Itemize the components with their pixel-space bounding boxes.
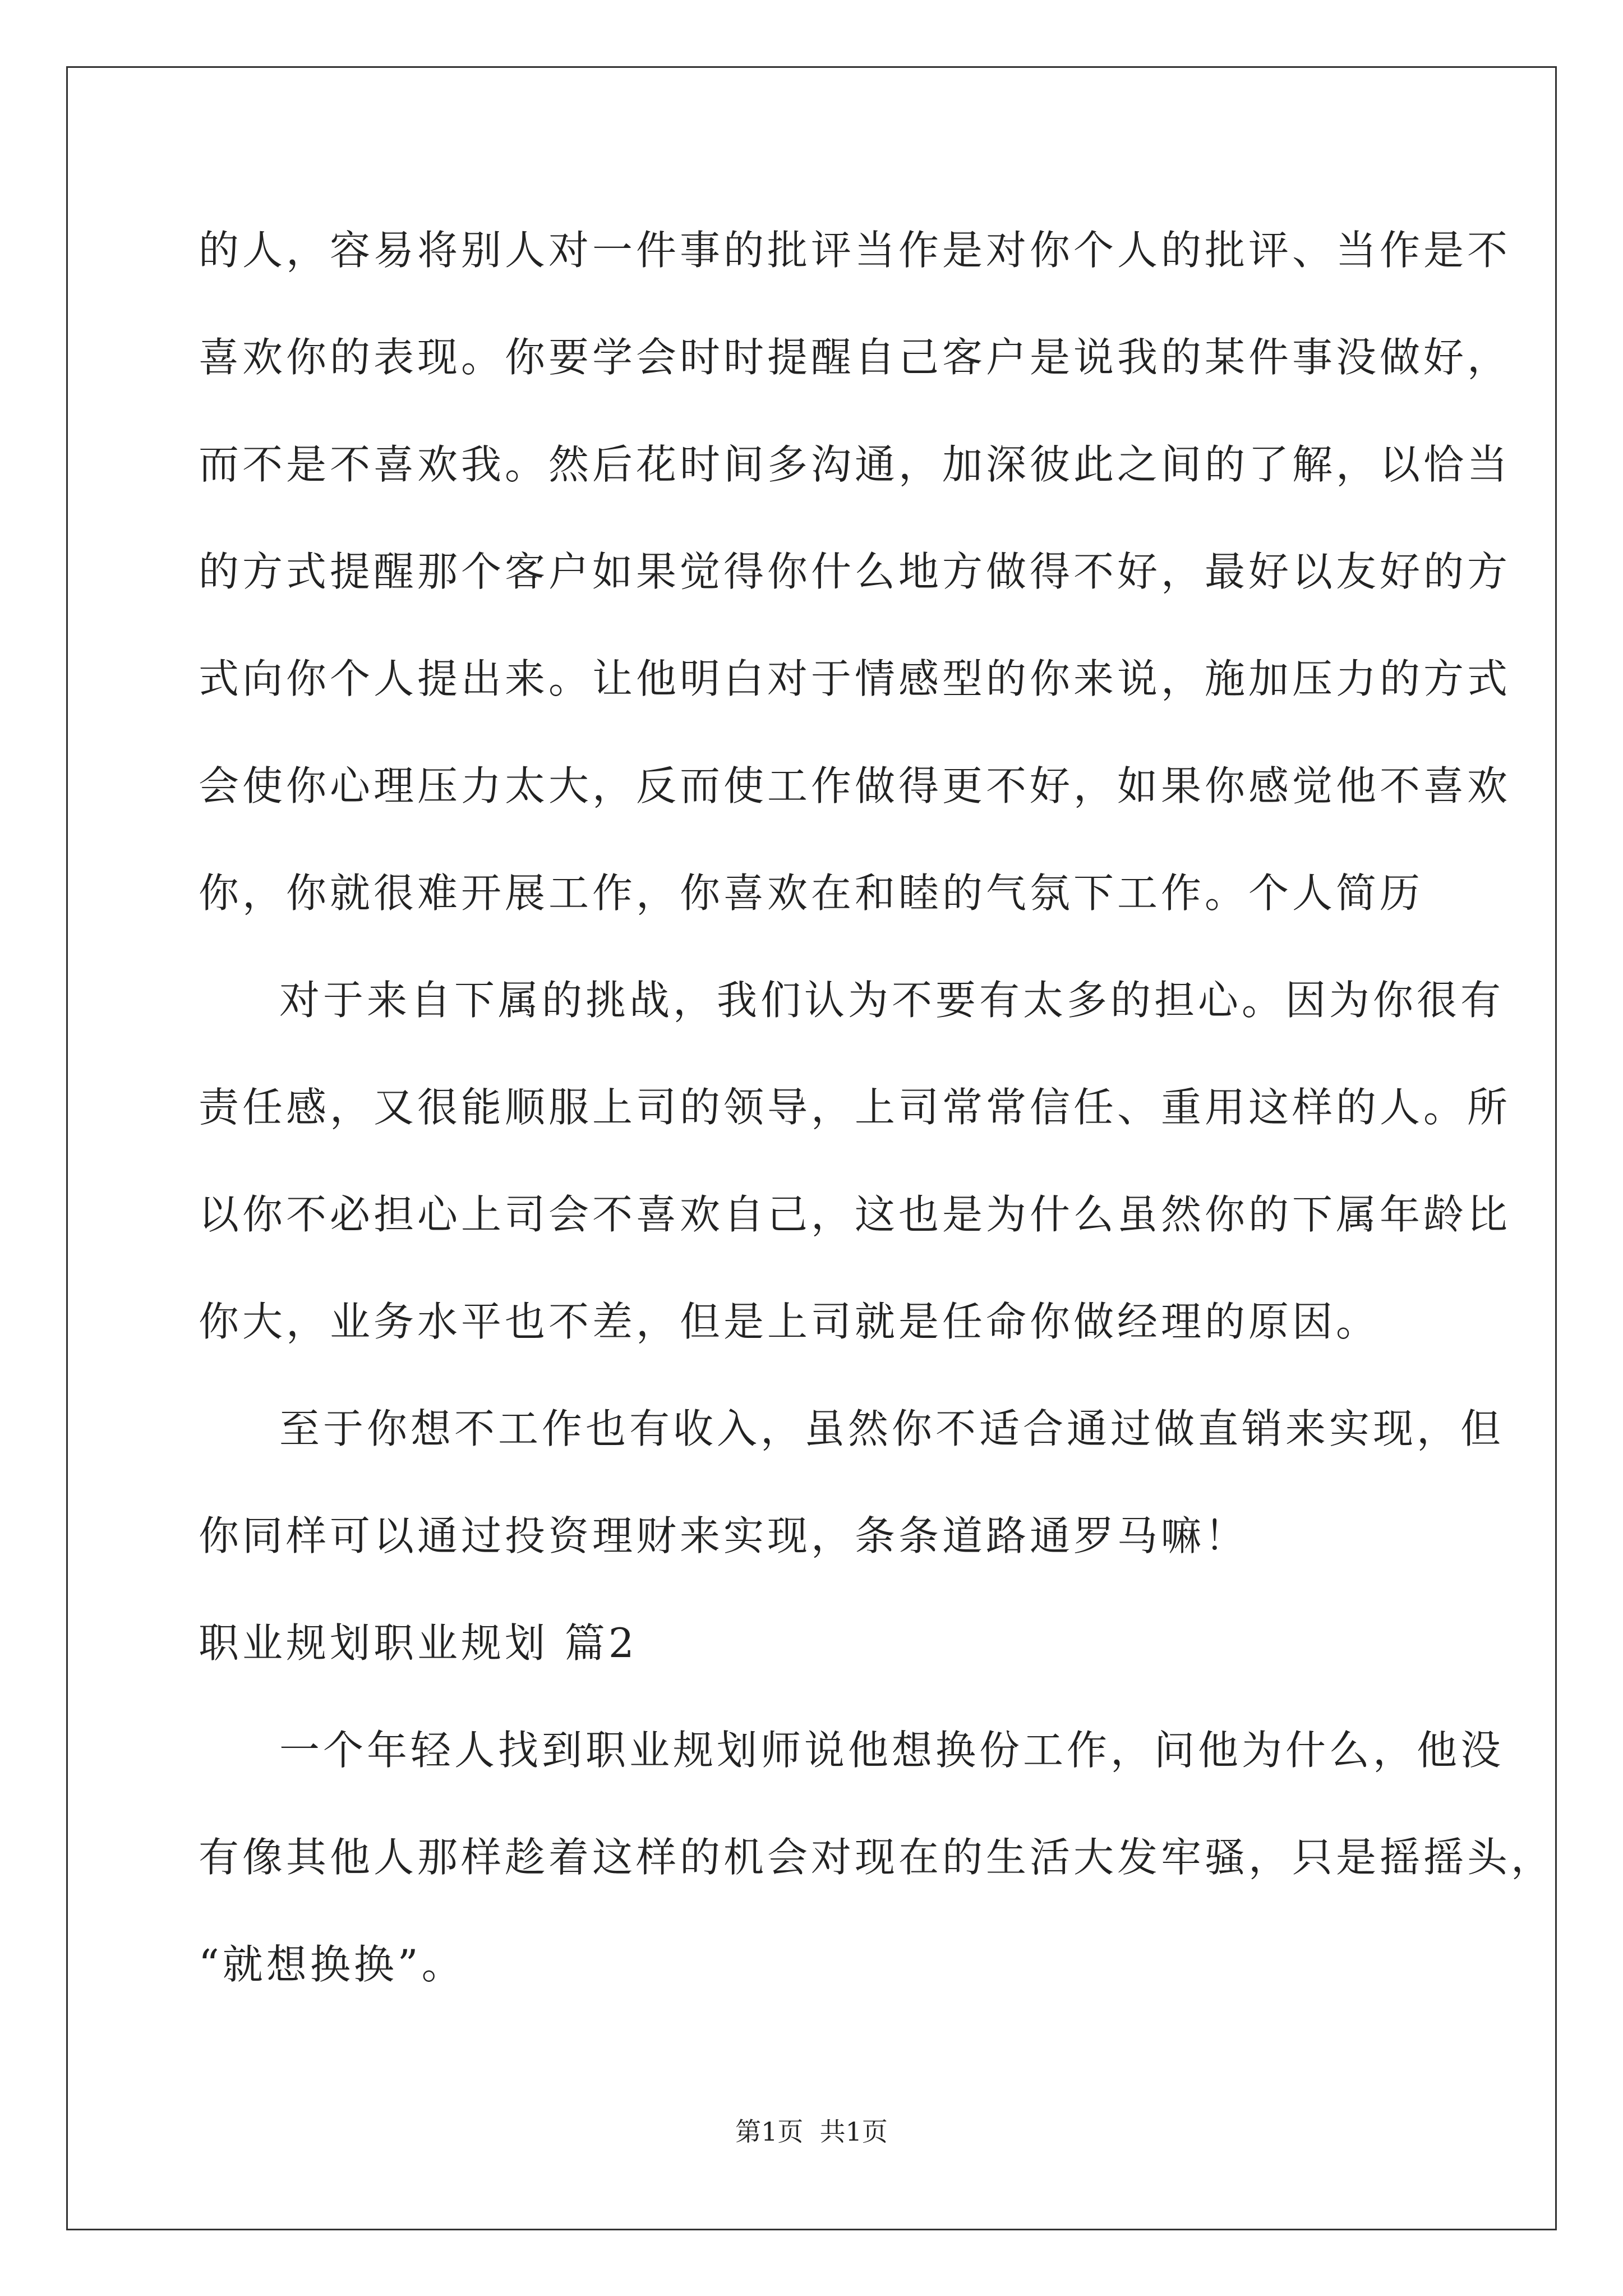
body-line-9: 责任感，又很能顺服上司的领导，上司常常信任、重用这样的人。所 — [199, 1084, 1511, 1131]
body-line-7: 你，你就很难开展工作，你喜欢在和睦的气氛下工作。个人简历 — [199, 869, 1424, 917]
body-line-12: 至于你想不工作也有收入，虽然你不适合通过做直销来实现，但 — [279, 1405, 1505, 1452]
body-line-11: 你大，业务水平也不差，但是上司就是任命你做经理的原因。 — [199, 1298, 1380, 1345]
section-heading: 职业规划职业规划 篇2 — [199, 1619, 638, 1667]
body-line-5: 式向你个人提出来。让他明白对于情感型的你来说，施加压力的方式 — [199, 655, 1511, 702]
body-line-16: 有像其他人那样趁着这样的机会对现在的生活大发牢骚，只是摇摇头， — [199, 1834, 1555, 1881]
body-line-6: 会使你心理压力太大，反而使工作做得更不好，如果你感觉他不喜欢 — [199, 762, 1511, 809]
body-line-2: 喜欢你的表现。你要学会时时提醒自己客户是说我的某件事没做好， — [199, 334, 1511, 381]
body-line-8: 对于来自下属的挑战，我们认为不要有太多的担心。因为你很有 — [279, 977, 1505, 1024]
body-line-17: “就想换换”。 — [199, 1941, 465, 1988]
body-line-10: 以你不必担心上司会不喜欢自己，这也是为什么虽然你的下属年龄比 — [199, 1191, 1511, 1238]
body-line-15: 一个年轻人找到职业规划师说他想换份工作，问他为什么，他没 — [279, 1727, 1505, 1774]
body-line-13: 你同样可以通过投资理财来实现，条条道路通罗马嘛！ — [199, 1512, 1249, 1559]
page-border — [66, 66, 1557, 2230]
body-line-1: 的人，容易将别人对一件事的批评当作是对你个人的批评、当作是不 — [199, 227, 1511, 274]
body-line-3: 而不是不喜欢我。然后花时间多沟通，加深彼此之间的了解，以恰当 — [199, 441, 1511, 488]
body-line-4: 的方式提醒那个客户如果觉得你什么地方做得不好，最好以友好的方 — [199, 548, 1511, 595]
page-number-footer: 第1页 共1页 — [735, 2116, 888, 2147]
